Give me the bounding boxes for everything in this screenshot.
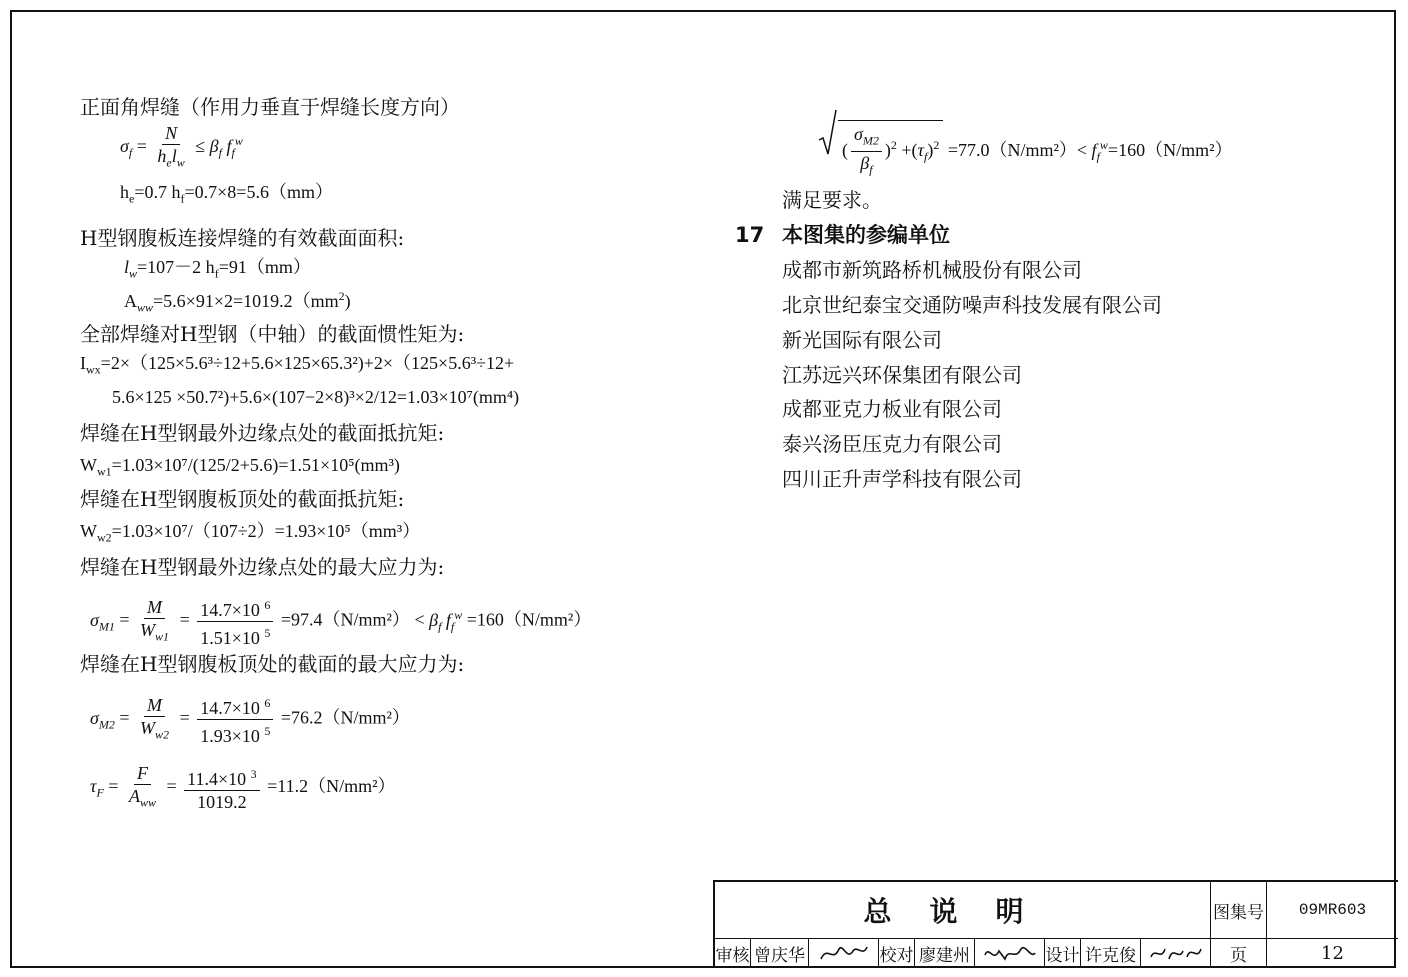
section-title: 本图集的参编单位 [782, 223, 950, 247]
checker-name: 廖建州 [919, 945, 970, 966]
reviewer-signature-icon [817, 941, 871, 965]
design-label-cell [1045, 938, 1081, 968]
check-label-cell [879, 938, 915, 968]
design-label: 设计 [1045, 945, 1080, 966]
drawing-title-cell [715, 882, 1211, 938]
title-block [713, 880, 1398, 968]
w1-title: 焊缝在H型钢最外边缘点处的截面抵抗矩: [80, 421, 445, 445]
inertia-title: 全部焊缝对H型钢（中轴）的截面惯性矩为: [80, 322, 465, 346]
company-item: 新光国际有限公司 [782, 328, 942, 352]
page-number-cell [1267, 938, 1398, 968]
sigma1-formula: $\sigma_{M1}$ = $\frac{M}{W_{w1}}$ = $\frac{14.7\times 10 ^6}{1.51\times 10 ^5}$ $=97.4(N/mm^2) < \beta_f$ $f_f^w =160(N/mm^2)$ [90, 594, 591, 649]
page-label: 页 [1230, 945, 1247, 966]
checker-cell [915, 938, 975, 968]
atlas-label: 图集号 [1213, 902, 1264, 923]
sigma2-formula: $\sigma_{M2}$ = $\frac{M}{W_{w2}}$ = $\frac{14.7\times 10 ^6}{1.93\times 10 ^5}$ =76.2（N/mm²） [90, 692, 410, 747]
review-label: 审核 [715, 945, 750, 966]
sigma2-title: 焊缝在H型钢腹板顶处的截面的最大应力为: [80, 652, 465, 676]
w1-line: $W_{w1}=1.03\times 10^7/(125/2+5.6)=1.51\times 10^5(mm^3)$ [80, 455, 400, 479]
he-line: $h_e=0.7$ $h_f=0.7\times 8=5.6(mm)$ [120, 182, 333, 206]
section-number: 17 [735, 223, 765, 247]
tau-formula: $\tau_F$ = $\frac{F}{A_{ww}}$ = $\frac{11.4\times 10 ^3}{1019.2}$ =11.2（N/mm²） [90, 763, 396, 812]
company-item: 成都亚克力板业有限公司 [782, 397, 1002, 421]
reviewer-name: 曾庆华 [754, 945, 805, 966]
check-label: 校对 [879, 945, 914, 966]
checker-signature-icon [981, 941, 1039, 965]
atlas-number: 09MR603 [1298, 901, 1367, 919]
web-area-title: H型钢腹板连接焊缝的有效截面面积: [80, 226, 405, 250]
sigma-f-formula: $\sigma_f$ = $\frac{N}{h_el_w}$ ≤ $\beta_f$ $f_f^w$ [120, 123, 243, 170]
sigma1-title: 焊缝在H型钢最外边缘点处的最大应力为: [80, 555, 445, 579]
aww-line: $A_{ww}=5.6\times 91\times 2=1019.2(mm^2)$ [124, 289, 351, 315]
review-label-cell [715, 938, 751, 968]
reviewer-signature-cell [809, 938, 879, 968]
company-item: 成都市新筑路桥机械股份有限公司 [782, 258, 1082, 282]
company-item: 江苏远兴环保集团有限公司 [782, 363, 1022, 387]
designer-cell [1081, 938, 1141, 968]
ixx-line-1: $I_{wx}=2\times(125\times 5.6^3\div 12+5.6\times 125\times 65.3^2)+2\times(125\times 5.6^3\div 12+$ [80, 353, 515, 377]
page-label-cell [1211, 938, 1267, 968]
atlas-label-cell [1211, 882, 1267, 938]
satisfied-text: 满足要求。 [782, 188, 882, 212]
w2-title: 焊缝在H型钢腹板顶处的截面抵抗矩: [80, 487, 405, 511]
checker-signature-cell [975, 938, 1045, 968]
designer-signature-icon [1147, 941, 1205, 965]
ixx-line-2: 5.6×125 ×50.7²)+5.6×(107−2×8)³×2/12=1.03×10⁷(mm⁴) [112, 387, 520, 407]
company-item: 泰兴汤臣压克力有限公司 [782, 432, 1002, 456]
weld-title: 正面角焊缝（作用力垂直于焊缝长度方向） [80, 95, 460, 119]
w2-line: $W_{w2}=1.03\times 10^7/(107\div 2)=1.93\times 10^5(mm^3)$ [80, 521, 421, 545]
combined-stress-formula: ( $\frac{\sigma_{M2}}{\beta_f}$ )$^2 +(\tau_f)^2 =77.0(N/mm^2)< f_f^w=160(N/mm^2)$ [818, 108, 1232, 183]
page-number: 12 [1321, 942, 1344, 964]
designer-signature-cell [1141, 938, 1211, 968]
company-item: 四川正升声学科技有限公司 [782, 467, 1022, 491]
company-item: 北京世纪泰宝交通防噪声科技发展有限公司 [782, 293, 1162, 317]
reviewer-cell [751, 938, 809, 968]
atlas-number-cell [1267, 882, 1398, 938]
sqrt-icon [818, 108, 838, 156]
lw-line: $l_w=107-2$ $h_f=91(mm)$ [124, 257, 311, 281]
designer-name: 许克俊 [1085, 945, 1136, 966]
drawing-title: 总说明 [863, 895, 1062, 928]
